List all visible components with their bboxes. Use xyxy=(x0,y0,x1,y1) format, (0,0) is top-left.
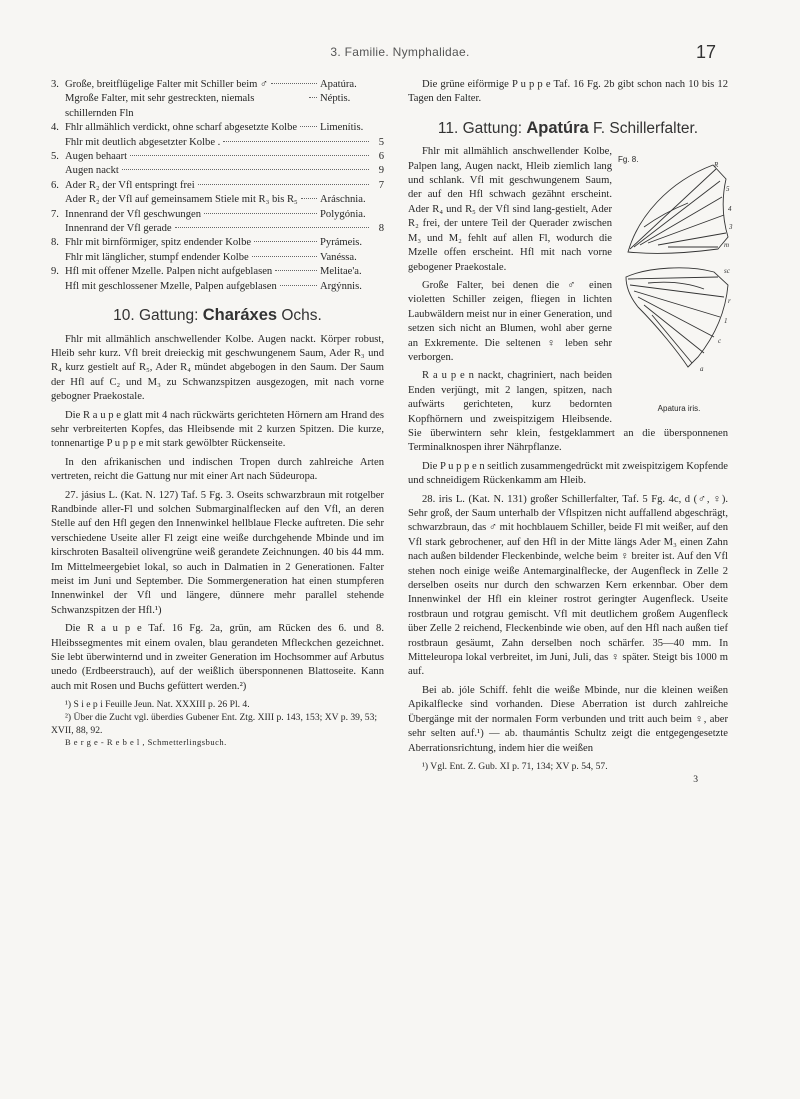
key-number: 9. xyxy=(51,266,59,278)
genus-heading-charaxes xyxy=(51,304,384,326)
key-number: 6. xyxy=(51,179,59,191)
key-entry xyxy=(51,150,384,164)
key-text: Augen nackt xyxy=(65,165,119,177)
svg-text:sc: sc xyxy=(724,267,730,276)
key-entry xyxy=(51,265,384,279)
key-number: 4. xyxy=(51,122,59,134)
key-result: Aráschnia. xyxy=(320,194,366,206)
key-number: 3. xyxy=(51,79,59,90)
species-paragraph-iris: 28. iris L. (Kat. N. 131) großer Schillerfalter, Taf. 5 Fg. 4c, d (♂, ♀). Sehr groß, der Saum unterhalb der Vflspitzen nicht auffallend abgeschrägt, schwarzbraun, das ♂ mit hochblauem Schiller, beide Fl mit weißer, auf den Vfl stark gebrochener, auf den Hfl in der Mitte längs Ader M₃ einen Zahn nach außen bildender Fleckenbinde, welche beim ♀ breiter ist. Auf den Vfl stehen noch einige weiße Antemarginalflecke, der Augenfleck in Zelle 2 derselben oseits nur durch den schwarzen Kern erkennbar. Ober dem Innenwinkel der Hfl ein kleiner rostrot geringter Augenfleck. Useite rostbraun und rotgrau gemischt. Vfl mit deutlichem großem Augenfleck über Zelle 2 reichend, Fleckenbinde wie oben, auf den Hfl nach außen tief rostbraun gesäumt, Zahn derselben noch schärfer. 35—40 mm. In Mitteleuropa lokal verbreitet, im Juni, Juli, das ♀ später. Steigt bis 1000 m auf. xyxy=(408,493,728,678)
key-result: 8 xyxy=(378,223,384,235)
wing-venation-figure xyxy=(618,153,740,415)
dot-leader xyxy=(130,155,369,156)
svg-text:a: a xyxy=(700,365,704,374)
figure-caption: Apatura iris. xyxy=(657,404,701,414)
key-text: Hfl mit offener Mzelle. Palpen nicht aufgeblasen xyxy=(65,266,273,278)
svg-text:m: m xyxy=(724,241,730,250)
key-entry xyxy=(51,251,384,265)
key-entry xyxy=(51,121,384,135)
key-result: Polygónia. xyxy=(320,208,366,220)
dot-leader xyxy=(252,256,317,257)
key-result: Néptis. xyxy=(320,93,351,105)
key-text: Augen behaart xyxy=(65,151,128,163)
key-entry xyxy=(51,179,384,193)
key-entry xyxy=(51,222,384,236)
footnote: ²) Über die Zucht vgl. überdies Gubener Ent. Ztg. XIII p. 143, 153; XV p. 39, 53; XVII, 88, 92. xyxy=(51,712,378,737)
key-text: Innenrand der Vfl gerade xyxy=(65,223,172,235)
wing-venation-diagram xyxy=(618,157,740,402)
key-text: Innenrand der Vfl geschwungen xyxy=(65,208,202,220)
key-entry xyxy=(51,164,384,178)
dot-leader xyxy=(301,198,317,199)
dot-leader xyxy=(271,83,317,84)
key-entry xyxy=(51,78,384,92)
sheet-signature: 3 xyxy=(693,773,698,785)
key-result: Apatúra. xyxy=(320,79,357,90)
key-number: 5. xyxy=(51,151,59,163)
identification-key xyxy=(51,78,384,294)
genus-name: Apatúra xyxy=(526,118,589,137)
key-entry xyxy=(51,208,384,222)
key-text: Ader R₂ der Vfl auf gemeinsamem Stiele mit R₃ bis R₅ xyxy=(65,194,298,206)
dot-leader xyxy=(275,270,317,271)
genus-name: Charáxes xyxy=(202,306,278,325)
key-text: Fhlr mit birnförmiger, spitz endender Kolbe xyxy=(65,237,252,249)
paragraph: Die R a u p e glatt mit 4 nach rückwärts gerichteten Hörnern am Hrand des sehr verbreiterten Kopfes, das Hleibsende mit 2 kurzen Spitzen. Die kurze, tonnenartige P u p p e mit stark gewölbter Rückenseite. xyxy=(51,409,384,450)
paragraph: Fhlr mit allmählich anschwellender Kolbe, Palpen lang, Augen nackt, Hleib ziemlich lang und schlank. Vfl mit geschwungenem Saum, der auf den Hfl schwach gezähnt erscheint. Ader R₄ und R₅ der Vfl sind lang-gestielt, Ader R₂ frei, der untere Teil der Querader zwischen M₃ und M₂ fehlt auf allen Fl, wodurch die Mzelle offen erscheint. Hfl mit nach vorne gebogener Praekostale. xyxy=(408,146,612,273)
key-result: Vanéssa. xyxy=(320,251,357,263)
svg-text:5: 5 xyxy=(726,185,730,194)
right-column xyxy=(408,78,733,786)
footnotes xyxy=(408,760,728,786)
dot-leader xyxy=(280,285,317,286)
publisher-line: B e r g e - R e b e l , Schmetterlingsbuch. xyxy=(65,737,227,748)
key-result: 7 xyxy=(378,179,384,191)
genus-heading-apatura xyxy=(408,117,728,139)
footnote: ¹) Vgl. Ent. Z. Gub. XI p. 71, 134; XV p. 54, 57. xyxy=(422,760,608,772)
key-entry xyxy=(51,193,384,207)
genus-number: 11. Gattung: xyxy=(437,119,523,137)
svg-text:r: r xyxy=(728,297,731,306)
paragraph: Fhlr mit allmählich anschwellender Kolbe. Augen nackt. Körper robust, Hleib sehr kurz. Vfl breit dreieckig mit geschwungenem Saum, Ader R₃ und R₄ kurz gestielt auf R₅, Ader R₄ mündet abgebogen in den Saum. Der Saum der Hfl auf C₂ und M₃ zu Schwanzspitzen ausgezogen, mit nach vorne gebogner Praekostale. xyxy=(51,333,384,403)
key-text: Große, breitflügelige Falter mit Schiller beim ♂ xyxy=(65,79,268,90)
dot-leader xyxy=(198,184,369,185)
dot-leader xyxy=(122,169,369,170)
figure-label: Fg. 8. xyxy=(618,155,639,165)
key-entry xyxy=(51,136,384,150)
key-number: 8. xyxy=(51,237,59,249)
key-entry xyxy=(51,280,384,294)
dot-leader xyxy=(223,141,369,142)
key-result: 6 xyxy=(378,151,384,163)
key-text: Mgroße Falter, mit sehr gestreckten, niemals schillernden Fln xyxy=(65,93,255,119)
paragraph: Die P u p p e n seitlich zusammengedrückt mit zweispitzigem Kopfende und schneidigem Rückenkamm am Hleib. xyxy=(408,460,728,487)
key-text: Fhlr mit länglicher, stumpf endender Kolbe xyxy=(65,251,249,263)
key-number: 7. xyxy=(51,208,59,220)
svg-text:3: 3 xyxy=(729,223,733,232)
left-column xyxy=(51,78,384,749)
key-text: Ader R₂ der Vfl entspringt frei xyxy=(65,179,195,191)
paragraph: In den afrikanischen und indischen Tropen durch zahlreiche Arten vertreten, reicht die Gattung nur mit einer Art nach Südeuropa. xyxy=(51,456,384,483)
genus-author: F. Schillerfalter. xyxy=(593,119,699,137)
key-text: Hfl mit geschlossener Mzelle, Palpen aufgeblasen xyxy=(65,280,277,292)
key-result: Melitae'a. xyxy=(320,266,362,278)
key-result: 5 xyxy=(378,136,384,148)
key-entry xyxy=(51,236,384,250)
key-result: Pyrámeis. xyxy=(320,237,363,249)
paragraph: Die grüne eiförmige P u p p e Taf. 16 Fg. 2b gibt schon nach 10 bis 12 Tagen den Falter. xyxy=(408,79,728,105)
paragraph: Große Falter, bei denen die ♂ einen violetten Schiller zeigen, fliegen in lichten Laubwäldern meist nur in einer Generation, und setzen sich nicht an Blumen, wohl aber gerne an Exkremente. Die seltenen ♀ leben sehr verborgen. xyxy=(408,279,612,363)
running-head: 3. Familie. Nymphalidae. xyxy=(330,45,470,59)
key-text: Fhlr allmählich verdickt, ohne scharf abgesetzte Kolbe xyxy=(65,122,298,134)
dot-leader xyxy=(204,213,317,214)
paragraph: Bei ab. jóle Schiff. fehlt die weiße Mbinde, nur die kleinen weißen Apikalflecke sind vorhanden. Diese Aberration ist durch zahlreiche Übergänge mit der normalen Form verbunden und tritt auch beim ♀, aber sehr selten auf.¹) — ab. thaumántis Schultz zeigt die entgegengesetzte Aberrationsrichtung, indem hier die weißen xyxy=(408,684,728,754)
footnote: ¹) S i e p i Feuille Jeun. Nat. XXXIII p. 26 Pl. 4. xyxy=(65,699,250,711)
svg-text:R: R xyxy=(714,161,719,170)
genus-author: Ochs. xyxy=(281,307,322,325)
key-entry xyxy=(51,92,384,121)
paragraph: R a u p e n nackt, chagriniert, nach beiden Enden verjüngt, mit 2 langen, spitzen, nach aufwärts gerichteten, kurz bedornten Kopfhörnern und zweispitzigem Hleibsende. Sie überwintern sehr klein, festgeklammert an die übersponnenen Terminalknospen ihrer Nährpflanze. xyxy=(408,370,728,454)
svg-text:4: 4 xyxy=(728,205,732,214)
dot-leader xyxy=(175,227,369,228)
genus-number: 10. Gattung: xyxy=(113,307,199,325)
key-result: 9 xyxy=(378,165,384,177)
paragraph: Die R a u p e Taf. 16 Fg. 2a, grün, am Rücken des 6. und 8. Hleibssegmentes mit einem ovalen, blau gerandeten Mfleckchen gezeichnet. Sie lebt überwinternd und in zweiter Generation im Hochsommer auf Arbutus unedo (Erdbeerstrauch), auf der weißlich übersponnenen Blattoseite. Kann auch mit Rosen und Buchs gefüttert werden.²) xyxy=(51,623,384,692)
svg-text:c: c xyxy=(718,337,722,346)
footnotes xyxy=(51,698,384,749)
dot-leader xyxy=(254,241,317,242)
species-paragraph-jasius: 27. jásius L. (Kat. N. 127) Taf. 5 Fg. 3. Oseits schwarzbraun mit rotgelber Randbinde aller-Fl und solchen Submarginalflecken auf den Vfl, an deren Stelle auf den Hfl gegen den Innenwinkel hellblaue Flecke auftreten. Die sehr verschiedene Useite aller Fl zeigt eine weiße durchgehende Mbinde und im kirschroten Basalteil olivengrüne weiß gerandete Zeichnungen. 40 bis 44 mm. Im Mittelmeergebiet lokal, so auch in Dalmatien in 2 Generationen. Falter meist im Juni und September. Die Sommergeneration hat einen stumpferen Innenwinkel der Vfl und längere, dünnere mehr parallel stehende Schwanzspitzen der Hfl.¹) xyxy=(51,489,384,616)
page-number: 17 xyxy=(695,42,716,62)
dot-leader xyxy=(309,97,317,98)
svg-text:1: 1 xyxy=(724,317,728,326)
key-result: Limenítis. xyxy=(320,122,364,134)
key-text: Fhlr mit deutlich abgesetzter Kolbe . xyxy=(65,136,221,148)
dot-leader xyxy=(300,126,317,127)
key-result: Argýnnis. xyxy=(320,280,362,292)
